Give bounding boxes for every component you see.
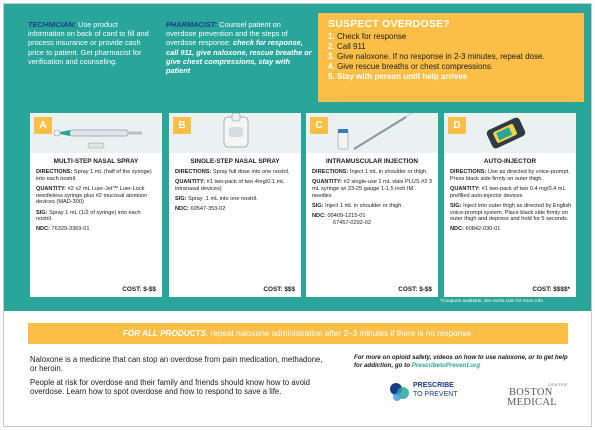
prescribe-logo-icon bbox=[388, 381, 410, 403]
prescribe-to-prevent-link[interactable]: PrescribetoPrevent.org bbox=[411, 362, 481, 369]
letter-badge: C bbox=[310, 117, 328, 134]
response-steps bbox=[328, 32, 574, 82]
about-paragraph: Naloxone is a medicine that can stop an overdose from pain medication, methadone, or heroin. bbox=[30, 355, 323, 374]
naloxone-about bbox=[30, 355, 330, 401]
boston-medical-logo bbox=[504, 382, 576, 410]
more-info bbox=[354, 354, 576, 370]
bmc-line1: BOSTON bbox=[509, 387, 553, 398]
pharmacist-steps: check for response, call 911, give naloxone, rescue breathe or give chest compressions, stay with patient bbox=[166, 38, 312, 76]
product-title: INTRAMUSCULAR INJECTION bbox=[326, 158, 418, 165]
step-item: 1. Check for response bbox=[328, 32, 407, 41]
all-products-banner bbox=[28, 323, 568, 344]
product-details: DIRECTIONS: Use as directed by voice-prompt. Press black side firmly on outer thigh. QUANTITY: #1 two-pack of two 0.4 mg/0.4 mL prefilled auto-injector devices SIG: Inject into outer thigh as directed by English voice-prompt system. Place black side firmly on outer thigh and depress and hold for 5 seconds. NDC: 60842-030-01 bbox=[450, 169, 572, 233]
product-details: DIRECTIONS: Spray full dose into one nostril. QUANTITY: #1 two-pack of two 4mg/0.1 mL intranasal devices) SIG: Spray .1 mL into one nostril. NDC: 69547-353-02 bbox=[175, 169, 290, 213]
product-cost: COST: $$$ bbox=[263, 286, 295, 293]
all-products-lead: FOR ALL PRODUCTS bbox=[122, 329, 207, 338]
technician-text: Use product information on back of card to fill and process insurance or provide cash price to patient. Get pharmacist for verification and counseling. bbox=[28, 20, 149, 66]
technician-note bbox=[28, 20, 156, 66]
product-cost: COST: $-$$ bbox=[122, 286, 156, 293]
coupon-note: *Coupons available, see evzio.com for more info bbox=[440, 299, 543, 304]
product-details: DIRECTIONS: Inject 1 mL in shoulder or thigh. QUANTITY: #2 single-use 1 mL vials PLUS #2 3 mL syringe w/ 23-25 gauge 1-1.5 inch IM needles SIG: Inject 1 mL in shoulder or thigh. NDC: 00409-1215-01 67457-0292-02 bbox=[312, 169, 433, 226]
top-band bbox=[4, 4, 591, 106]
pharmacist-text: Counsel patient on overdose prevention and the steps of overdose response: bbox=[166, 20, 288, 48]
injection-vial-image bbox=[306, 113, 438, 153]
about-paragraph: People at risk for overdose and their family and friends should know how to avoid overdose. Learn how to spot overdose and how to respond to save a life. bbox=[30, 377, 310, 397]
product-title: AUTO-INJECTOR bbox=[483, 158, 537, 165]
ptp-line1: PRESCRIBE bbox=[413, 382, 454, 389]
prescribe-to-prevent-logo bbox=[388, 381, 470, 403]
product-details: DIRECTIONS: Spray 1 mL (half of the syringe) into each nostril. QUANTITY: #2 x2 mL Luer-Jet™ Luer-Lock needleless syringe plus #2 mucosal atomizer devices (MAD-300) SIG: Spray 1 mL (1/2 of syringe) into each nostril. NDC: 76329-3369-01 bbox=[36, 169, 152, 233]
product-title: SINGLE-STEP NASAL SPRAY bbox=[190, 158, 280, 165]
nasal-syringe-image bbox=[30, 113, 162, 153]
product-panel-a bbox=[30, 113, 162, 297]
bmc-center: CENTER bbox=[548, 382, 568, 387]
letter-badge: D bbox=[448, 117, 466, 134]
suspect-overdose-box bbox=[318, 13, 584, 102]
product-panel-b bbox=[169, 113, 301, 297]
nasal-spray-image bbox=[169, 113, 301, 153]
bmc-line2: MEDICAL bbox=[507, 397, 557, 408]
step-item: 3. Give naloxone. If no response in 2-3 minutes, repeat dose. bbox=[328, 52, 545, 61]
products-band bbox=[4, 106, 591, 311]
step-item: 4. Give rescue breaths or chest compressions. bbox=[328, 62, 494, 71]
step-item: 5. Stay with person until help arrives bbox=[328, 72, 468, 81]
ptp-line2: TO PREVENT bbox=[413, 391, 458, 398]
auto-injector-image bbox=[444, 113, 576, 153]
all-products-text: , repeat naloxone administration after 2–3 minutes if there is no response. bbox=[206, 329, 474, 338]
more-info-text: For more on opioid safety, videos on how to use naloxone, or to get help for addiction, go to bbox=[354, 354, 568, 369]
letter-badge: B bbox=[173, 117, 191, 134]
pharmacist-role: PHARMACIST: bbox=[166, 20, 218, 29]
product-panel-c bbox=[306, 113, 438, 297]
product-cost: COST: $$$$* bbox=[532, 286, 570, 293]
naloxone-info-card bbox=[3, 3, 592, 427]
letter-badge: A bbox=[34, 117, 52, 134]
pharmacist-note bbox=[166, 20, 312, 75]
product-title: MULTI-STEP NASAL SPRAY bbox=[53, 158, 139, 165]
product-panel-d bbox=[444, 113, 576, 297]
step-item: 2. Call 911 bbox=[328, 42, 366, 51]
technician-role: TECHNICIAN: bbox=[28, 20, 77, 29]
product-cost: COST: $-$$ bbox=[398, 286, 432, 293]
suspect-title: SUSPECT OVERDOSE? bbox=[328, 18, 450, 30]
